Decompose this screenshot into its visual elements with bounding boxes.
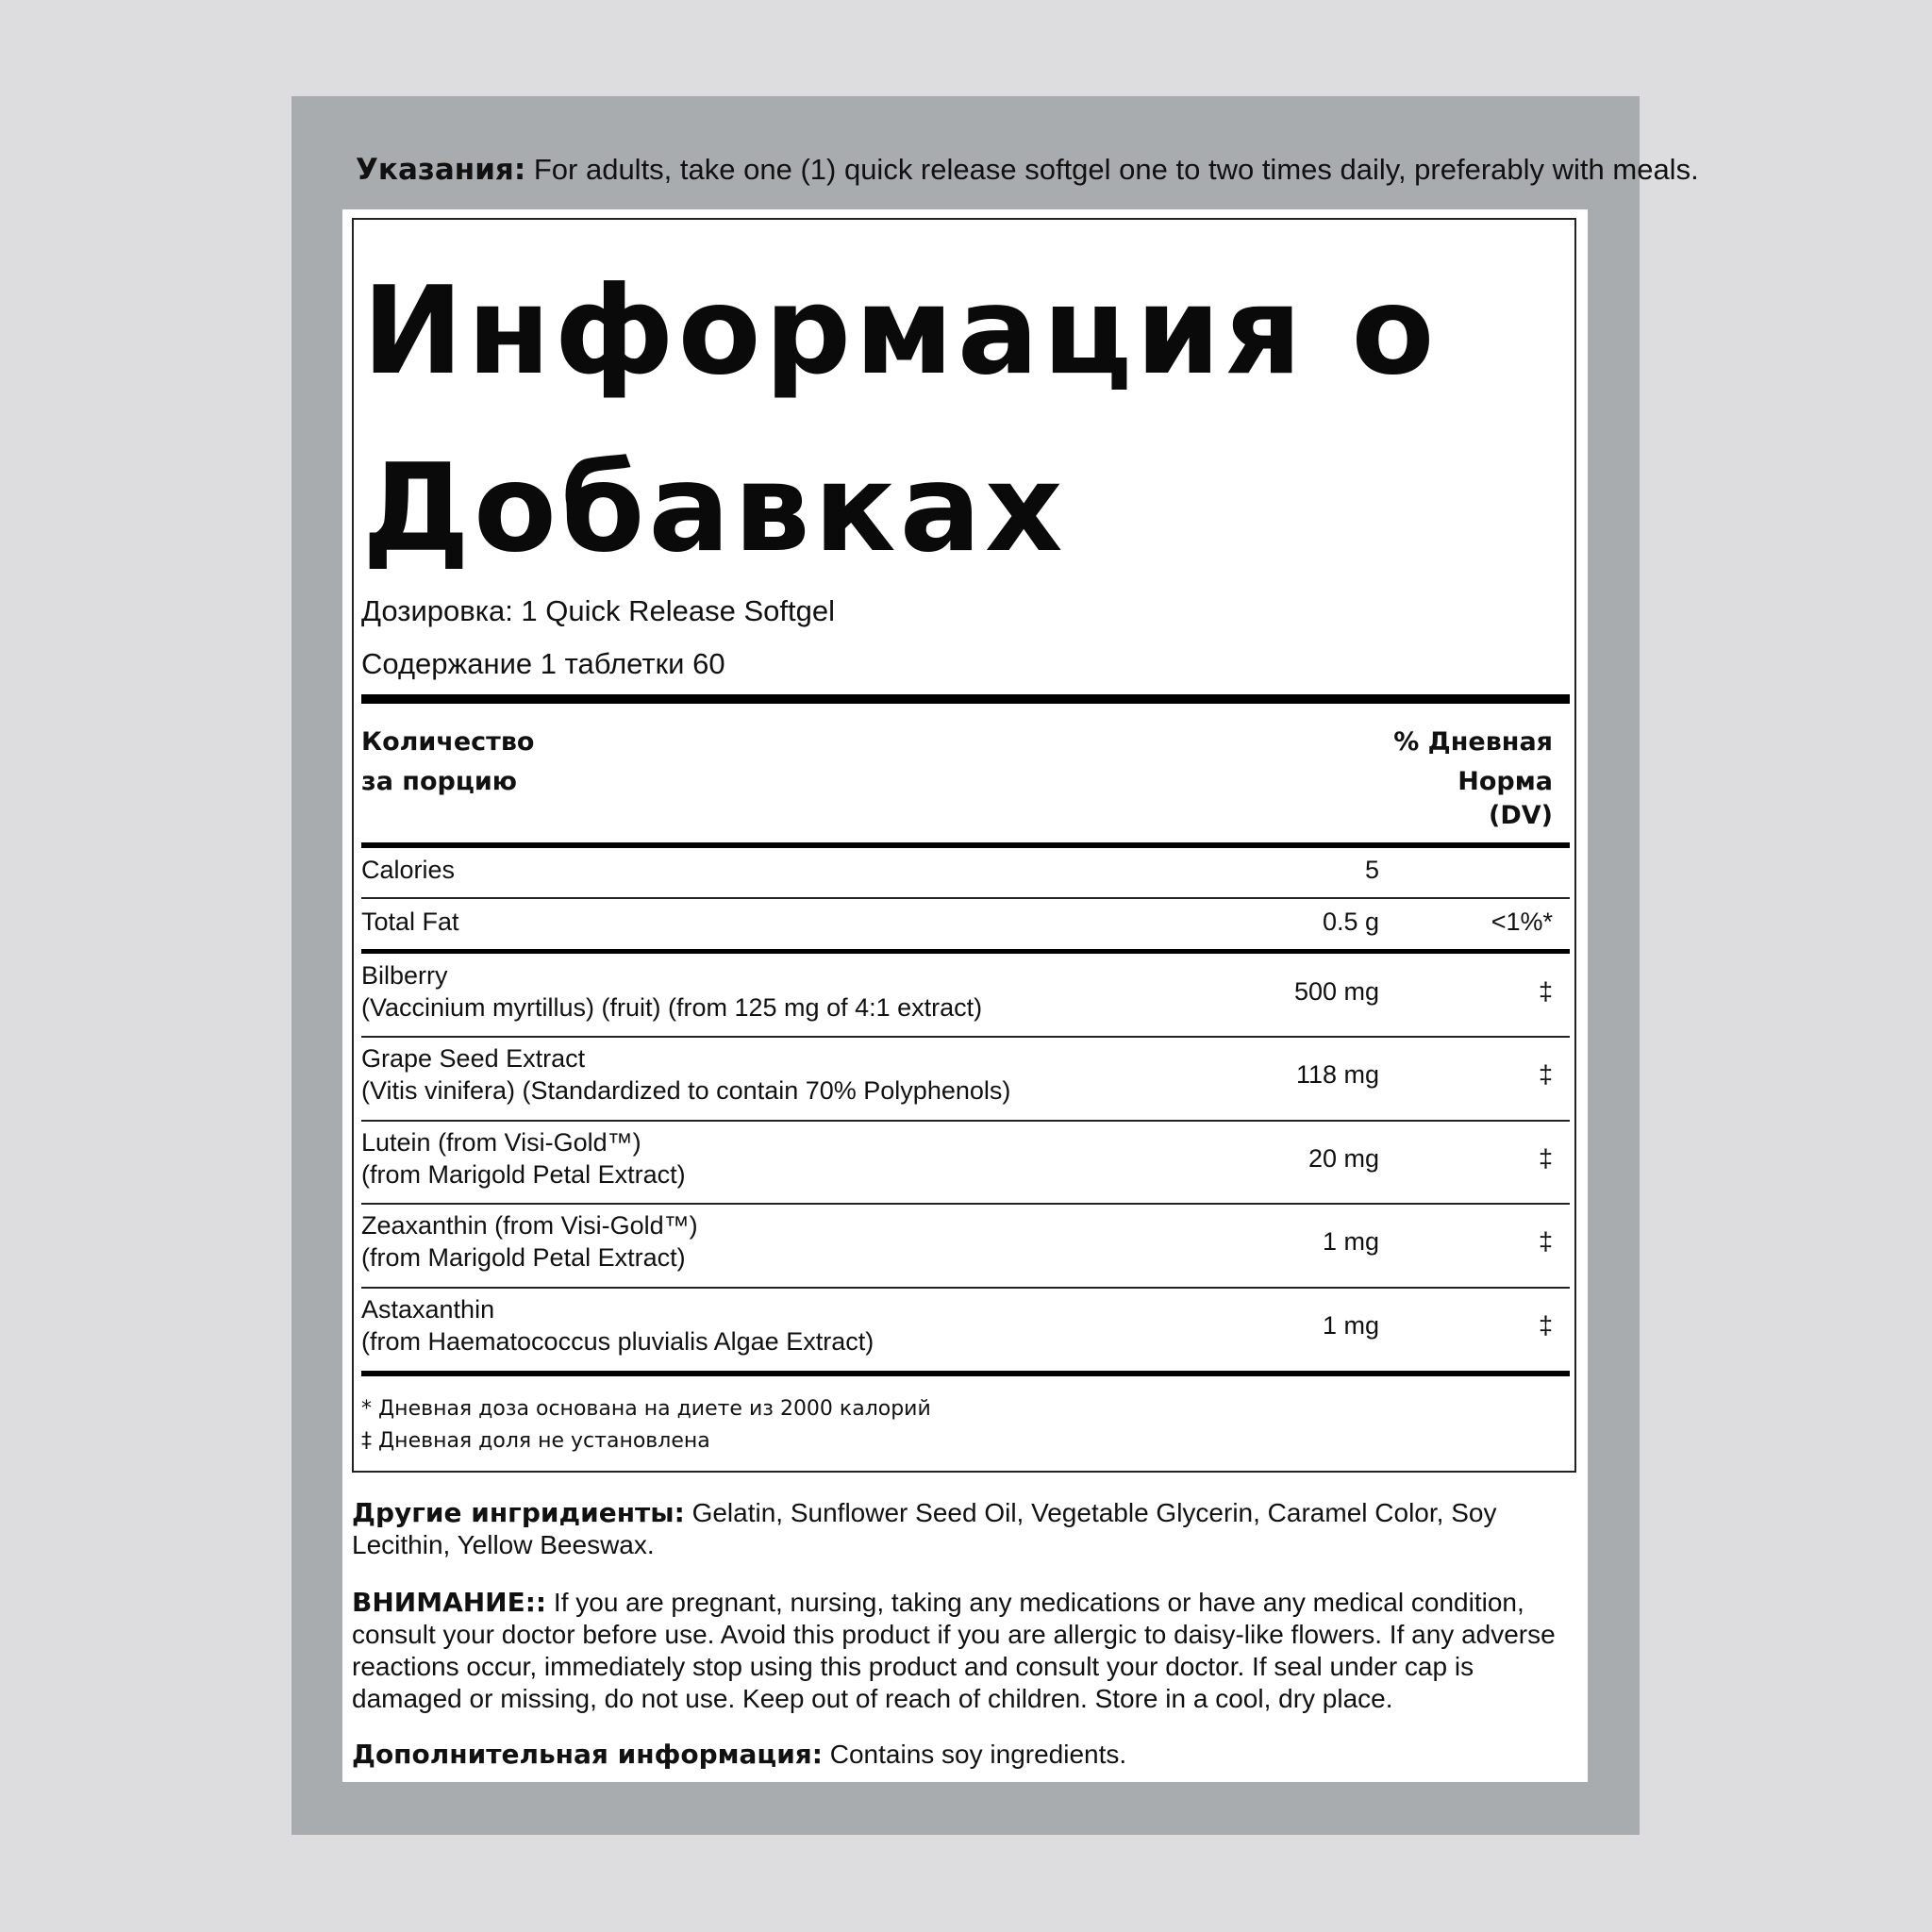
other-ingredients (352, 1497, 1588, 1561)
ingredient-detail: (from Marigold Petal Extract) (361, 1160, 686, 1189)
ingredient-detail: (from Marigold Petal Extract) (361, 1243, 686, 1272)
directions-label: Указания: (356, 153, 526, 187)
ingredient-amount: 1 mg (1322, 1227, 1379, 1256)
header-divider (361, 842, 1570, 848)
header-dv-line-1: % Дневная (1393, 727, 1553, 757)
ingredient-name: Bilberry (361, 961, 448, 990)
section-divider (361, 949, 1570, 954)
footnote-daily-value: * Дневная доза основана на диете из 2000 калорий (361, 1397, 931, 1421)
ingredient-dv: ‡ (1538, 1227, 1553, 1256)
servings-per-container: Содержание 1 таблетки 60 (361, 647, 725, 680)
thick-divider (361, 694, 1570, 704)
directions-body: For adults, take one (1) quick release softgel one to two times daily, preferably with meals. (525, 153, 1699, 186)
header-dv-line-3: (DV) (1489, 801, 1553, 830)
ingredient-dv: ‡ (1538, 1311, 1553, 1340)
title-line-2: Добавках (362, 439, 1067, 579)
ingredient-dv: ‡ (1538, 1144, 1553, 1173)
title-line-1: Информация о (362, 261, 1439, 402)
warning-text: If you are pregnant, nursing, taking any medications or have any medical condition, consult your doctor before use. Avoid this product if you are allergic to daisy-like flowers. If any adverse reactions occur, immediately stop using this product and consult your doctor. If seal under cap is damaged or missing, do not use. Keep out of reach of children. Store in a cool, dry place. (352, 1588, 1556, 1713)
row-divider (361, 1120, 1570, 1122)
ingredient-amount: 118 mg (1295, 1060, 1379, 1089)
supplement-facts-title (362, 243, 1494, 598)
other-ingredients-text: Gelatin, Sunflower Seed Oil, Vegetable Glycerin, Caramel Color, Soy Lecithin, Yellow Beeswax. (352, 1498, 1497, 1559)
ingredient-amount: 500 mg (1293, 977, 1379, 1006)
header-amount-line-1: Количество (361, 727, 535, 757)
row-divider (361, 1036, 1570, 1038)
header-amount-per-serving (361, 723, 534, 802)
ingredient-detail: (from Haematococcus pluvialis Algae Extract) (361, 1327, 874, 1356)
additional-info-text: Contains soy ingredients. (822, 1740, 1127, 1769)
ingredient-name: Grape Seed Extract (361, 1044, 586, 1073)
other-ingredients-label: Другие ингридиенты: (352, 1497, 685, 1528)
header-dv-line-2: Норма (1457, 767, 1553, 796)
directions-text (356, 151, 1699, 189)
ingredient-name: Lutein (from Visi-Gold™) (361, 1128, 641, 1157)
ingredient-amount: 1 mg (1322, 1311, 1379, 1340)
nutrient-amount: 0.5 g (1322, 908, 1379, 936)
ingredient-detail: (Vitis vinifera) (Standardized to contain 70% Polyphenols) (361, 1076, 1011, 1105)
nutrient-name: Calories (361, 856, 456, 884)
ingredient-dv: ‡ (1538, 1060, 1553, 1089)
header-daily-value (1393, 723, 1553, 830)
nutrient-name: Total Fat (361, 908, 459, 936)
header-amount-line-2: за порцию (361, 767, 518, 796)
ingredient-detail: (Vaccinium myrtillus) (fruit) (from 125 mg of 4:1 extract) (361, 993, 983, 1022)
ingredient-name: Zeaxanthin (from Visi-Gold™) (361, 1211, 698, 1240)
row-divider (361, 1203, 1570, 1205)
row-divider (361, 1287, 1570, 1289)
ingredient-amount: 20 mg (1307, 1144, 1379, 1173)
ingredient-dv: ‡ (1538, 977, 1553, 1006)
additional-info (352, 1739, 1588, 1771)
ingredient-name: Astaxanthin (361, 1295, 495, 1324)
serving-size: Дозировка: 1 Quick Release Softgel (361, 594, 835, 627)
warning (352, 1587, 1588, 1715)
footnote-not-established: ‡ Дневная доля не установлена (361, 1429, 710, 1453)
bottom-divider (361, 1371, 1570, 1376)
nutrient-amount: 5 (1364, 856, 1379, 884)
nutrient-dv: <1%* (1491, 908, 1553, 936)
additional-info-label: Дополнительная информация: (352, 1739, 823, 1770)
row-divider (361, 897, 1570, 899)
warning-label: ВНИМАНИЕ:: (352, 1587, 547, 1618)
